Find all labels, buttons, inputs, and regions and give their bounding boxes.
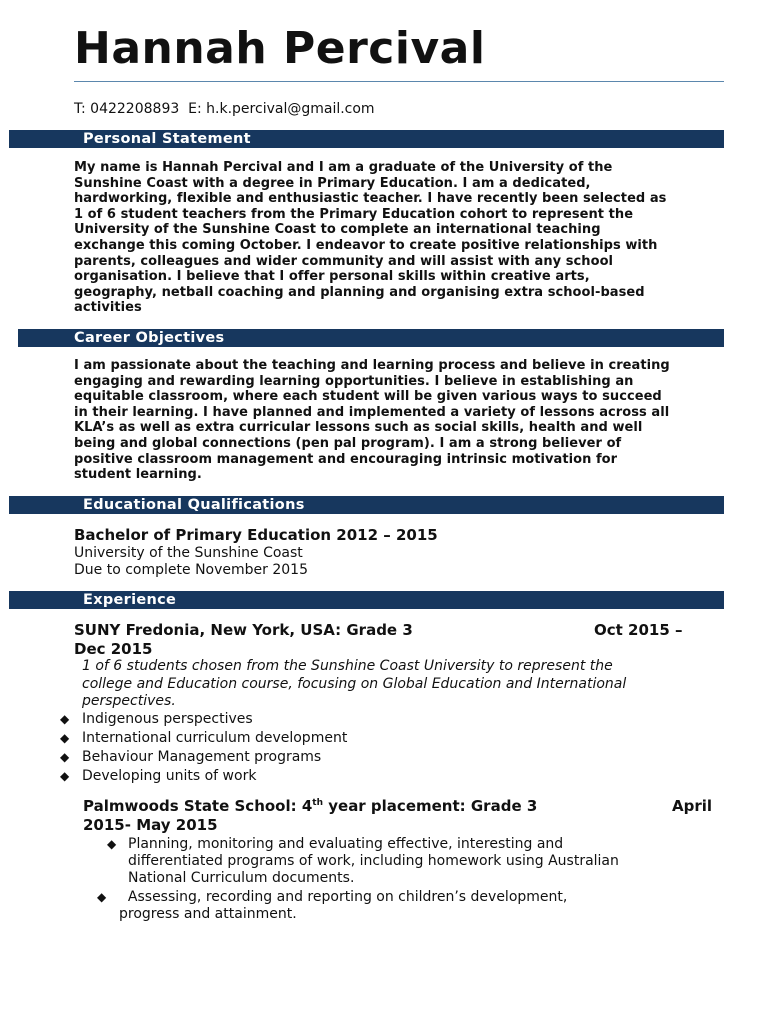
list-item-line: National Curriculum documents.: [128, 870, 355, 886]
job-date-start: Oct 2015 –: [594, 621, 683, 639]
degree-title: Bachelor of Primary Education 2012 – 2015: [74, 526, 438, 544]
list-item-line: Planning, monitoring and evaluating effective, interesting and: [128, 836, 564, 852]
text-line: student learning.: [74, 467, 202, 483]
personal-statement-text: [74, 160, 726, 316]
job-description-line: 1 of 6 students chosen from the Sunshine Coast University to represent the: [82, 658, 613, 674]
text-line: organisation. I believe that I offer personal skills within creative arts,: [74, 269, 590, 285]
text-line: positive classroom management and encouraging intrinsic motivation for: [74, 451, 618, 467]
text-line: engaging and rewarding learning opportunities. I believe in establishing an: [74, 373, 634, 389]
section-header-experience: Experience: [9, 591, 724, 609]
job-date-end: Dec 2015: [74, 640, 153, 658]
text-line: I am passionate about the teaching and learning process and believe in creating: [74, 358, 670, 373]
text-line: geography, netball coaching and planning and organising extra school-based: [74, 284, 645, 300]
text-line: Sunshine Coast with a degree in Primary Education. I am a dedicated,: [74, 175, 591, 191]
job-description-line: perspectives.: [82, 693, 176, 709]
candidate-name: Hannah Percival: [74, 23, 486, 74]
text-line: KLA’s as well as extra curricular lessons such as social skills, health and well: [74, 420, 643, 436]
diamond-bullet-icon: ◆: [60, 731, 70, 745]
text-line: in their learning. I have planned and implemented a variety of lessons across all: [74, 404, 670, 420]
name-divider: [74, 81, 724, 82]
job-title-suny-fredonia: SUNY Fredonia, New York, USA: Grade 3: [74, 621, 413, 639]
section-header-personal-statement: Personal Statement: [9, 130, 724, 148]
list-item-line: progress and attainment.: [119, 906, 297, 922]
job-date-start: April: [672, 797, 713, 815]
diamond-bullet-icon: ◆: [60, 769, 70, 783]
list-item-line: Assessing, recording and reporting on children’s development,: [119, 889, 568, 905]
diamond-bullet-icon: ◆: [60, 712, 70, 726]
section-header-career-objectives: Career Objectives: [18, 329, 724, 347]
contact-details: T: 0422208893 E: h.k.percival@gmail.com: [74, 101, 375, 117]
text-line: being and global connections (pen pal program). I am a strong believer of: [74, 435, 622, 451]
job-description-line: college and Education course, focusing on Global Education and International: [82, 676, 627, 692]
diamond-bullet-icon: ◆: [97, 890, 107, 904]
text-line: My name is Hannah Percival and I am a graduate of the University of the: [74, 160, 613, 175]
text-line: University of the Sunshine Coast to complete an international teaching: [74, 222, 601, 238]
text-line: 1 of 6 student teachers from the Primary Education cohort to represent the: [74, 206, 634, 222]
ordinal-suffix: th: [312, 798, 324, 808]
job-title-palmwoods: [83, 797, 537, 816]
job-title-text: Palmwoods State School: 4: [83, 797, 313, 815]
text-line: activities: [74, 300, 142, 316]
text-line: equitable classroom, where each student will be given various ways to succeed: [74, 389, 662, 405]
diamond-bullet-icon: ◆: [60, 750, 70, 764]
job-title-text: year placement: Grade 3: [323, 797, 538, 815]
job-date-end: 2015- May 2015: [83, 816, 218, 834]
text-line: hardworking, flexible and enthusiastic teacher. I have recently been selected as: [74, 191, 667, 207]
list-item-line: differentiated programs of work, including homework using Australian: [128, 853, 619, 869]
list-item: Behaviour Management programs: [82, 749, 322, 765]
university-name: University of the Sunshine Coast: [74, 545, 303, 561]
diamond-bullet-icon: ◆: [107, 837, 117, 851]
career-objectives-text: [74, 358, 726, 483]
section-header-educational-qualifications: Educational Qualifications: [9, 496, 724, 514]
text-line: exchange this coming October. I endeavor to create positive relationships with: [74, 237, 658, 253]
completion-date: Due to complete November 2015: [74, 562, 308, 578]
list-item: International curriculum development: [82, 730, 348, 746]
list-item: Developing units of work: [82, 768, 257, 784]
list-item: Indigenous perspectives: [82, 711, 253, 727]
text-line: parents, colleagues and wider community and will assist with any school: [74, 253, 614, 269]
